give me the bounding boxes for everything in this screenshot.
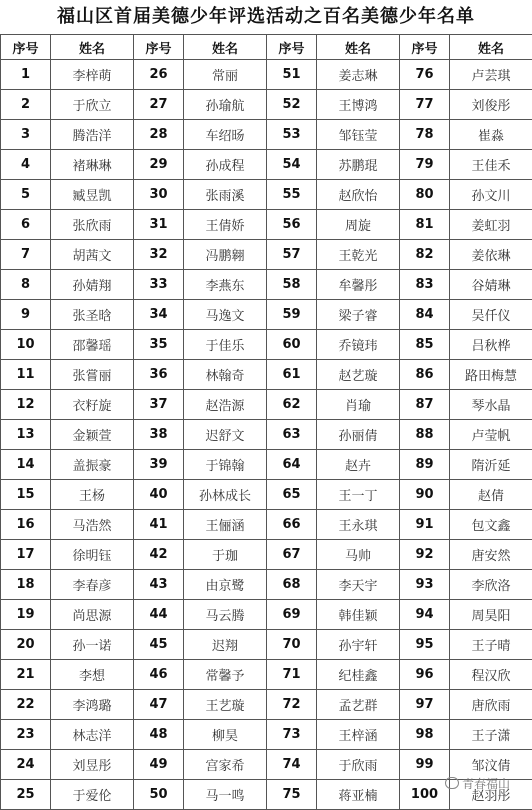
- cell-name: 常馨予: [184, 660, 267, 690]
- cell-name: 包文鑫: [450, 510, 532, 540]
- cell-name: 于佳乐: [184, 330, 267, 360]
- cell-name: 李天宇: [317, 570, 400, 600]
- cell-name: 苏鹏琨: [317, 150, 400, 180]
- cell-number: 84: [400, 300, 450, 330]
- cell-number: 73: [267, 720, 317, 750]
- header-cell-name: 姓名: [51, 35, 134, 60]
- cell-number: 31: [134, 210, 184, 240]
- cell-number: 18: [1, 570, 51, 600]
- cell-number: 33: [134, 270, 184, 300]
- cell-number: 67: [267, 540, 317, 570]
- cell-number: 34: [134, 300, 184, 330]
- cell-name: 琴水晶: [450, 390, 532, 420]
- cell-name: 马一鸣: [184, 780, 267, 810]
- cell-name: 肖瑜: [317, 390, 400, 420]
- cell-name: 冯鹏翱: [184, 240, 267, 270]
- cell-name: 王子潇: [450, 720, 532, 750]
- cell-number: 94: [400, 600, 450, 630]
- cell-number: 83: [400, 270, 450, 300]
- cell-name: 王杨: [51, 480, 134, 510]
- cell-name: 隋沂延: [450, 450, 532, 480]
- cell-name: 马云腾: [184, 600, 267, 630]
- cell-name: 林志洋: [51, 720, 134, 750]
- header-cell-name: 姓名: [317, 35, 400, 60]
- cell-name: 赵艺璇: [317, 360, 400, 390]
- cell-number: 7: [1, 240, 51, 270]
- table-row: [1, 150, 532, 180]
- cell-number: 92: [400, 540, 450, 570]
- cell-name: 张雨溪: [184, 180, 267, 210]
- cell-number: 66: [267, 510, 317, 540]
- watermark: [445, 775, 510, 792]
- cell-number: 35: [134, 330, 184, 360]
- header-cell-name: 姓名: [184, 35, 267, 60]
- cell-number: 63: [267, 420, 317, 450]
- cell-number: 32: [134, 240, 184, 270]
- cell-name: 唐欣雨: [450, 690, 532, 720]
- cell-name: 孙文川: [450, 180, 532, 210]
- cell-number: 25: [1, 780, 51, 810]
- cell-number: 39: [134, 450, 184, 480]
- cell-name: 姜志琳: [317, 60, 400, 90]
- table-body: [1, 60, 532, 810]
- cell-name: 李欣洛: [450, 570, 532, 600]
- cell-name: 柳昊: [184, 720, 267, 750]
- cell-number: 37: [134, 390, 184, 420]
- cell-name: 孟艺群: [317, 690, 400, 720]
- cell-name: 路田梅慧: [450, 360, 532, 390]
- header-cell-number: 序号: [134, 35, 184, 60]
- cell-number: 69: [267, 600, 317, 630]
- cell-number: 60: [267, 330, 317, 360]
- cell-number: 38: [134, 420, 184, 450]
- page-title: 福山区首届美德少年评选活动之百名美德少年名单: [0, 0, 532, 34]
- cell-number: 24: [1, 750, 51, 780]
- cell-name: 赵卉: [317, 450, 400, 480]
- cell-name: 迟翔: [184, 630, 267, 660]
- cell-name: 蒋亚楠: [317, 780, 400, 810]
- cell-number: 21: [1, 660, 51, 690]
- header-cell-number: 序号: [1, 35, 51, 60]
- table-row: [1, 600, 532, 630]
- cell-name: 臧昱凯: [51, 180, 134, 210]
- cell-name: 王梓涵: [317, 720, 400, 750]
- cell-name: 赵浩源: [184, 390, 267, 420]
- cell-name: 于锦翰: [184, 450, 267, 480]
- cell-name: 赵羽彤: [450, 780, 532, 810]
- wechat-logo-icon: [445, 777, 459, 789]
- cell-number: 1: [1, 60, 51, 90]
- cell-name: 谷婧琳: [450, 270, 532, 300]
- cell-name: 宫家希: [184, 750, 267, 780]
- header-row: [1, 35, 532, 60]
- cell-name: 孙婧翔: [51, 270, 134, 300]
- cell-name: 胡茜文: [51, 240, 134, 270]
- cell-name: 盖振豪: [51, 450, 134, 480]
- table-row: [1, 480, 532, 510]
- cell-name: 由京鹭: [184, 570, 267, 600]
- honoree-table: [0, 34, 532, 810]
- header-cell-name: 姓名: [450, 35, 532, 60]
- cell-name: 卢莹帆: [450, 420, 532, 450]
- cell-name: 王倩娇: [184, 210, 267, 240]
- cell-number: 99: [400, 750, 450, 780]
- cell-number: 51: [267, 60, 317, 90]
- cell-number: 6: [1, 210, 51, 240]
- cell-name: 于欣雨: [317, 750, 400, 780]
- cell-name: 张嘗丽: [51, 360, 134, 390]
- watermark-text: 青春福山: [462, 777, 510, 791]
- table-row: [1, 300, 532, 330]
- table-row: [1, 90, 532, 120]
- cell-name: 王子晴: [450, 630, 532, 660]
- cell-number: 47: [134, 690, 184, 720]
- table-row: [1, 720, 532, 750]
- cell-name: 常丽: [184, 60, 267, 90]
- cell-name: 吕秋桦: [450, 330, 532, 360]
- cell-number: 61: [267, 360, 317, 390]
- table-row: [1, 540, 532, 570]
- cell-number: 26: [134, 60, 184, 90]
- cell-number: 98: [400, 720, 450, 750]
- cell-number: 17: [1, 540, 51, 570]
- cell-name: 马浩然: [51, 510, 134, 540]
- cell-number: 45: [134, 630, 184, 660]
- cell-name: 孙瑜航: [184, 90, 267, 120]
- cell-name: 李燕东: [184, 270, 267, 300]
- cell-number: 80: [400, 180, 450, 210]
- cell-number: 81: [400, 210, 450, 240]
- cell-number: 90: [400, 480, 450, 510]
- cell-name: 于珈: [184, 540, 267, 570]
- cell-number: 8: [1, 270, 51, 300]
- cell-number: 3: [1, 120, 51, 150]
- cell-name: 邵馨瑶: [51, 330, 134, 360]
- cell-number: 40: [134, 480, 184, 510]
- cell-number: 4: [1, 150, 51, 180]
- cell-number: 76: [400, 60, 450, 90]
- cell-name: 崔淼: [450, 120, 532, 150]
- table-row: [1, 270, 532, 300]
- cell-number: 50: [134, 780, 184, 810]
- cell-name: 韩佳颖: [317, 600, 400, 630]
- cell-name: 张欣雨: [51, 210, 134, 240]
- cell-name: 王乾光: [317, 240, 400, 270]
- cell-number: 16: [1, 510, 51, 540]
- cell-name: 王佳禾: [450, 150, 532, 180]
- cell-number: 79: [400, 150, 450, 180]
- cell-number: 36: [134, 360, 184, 390]
- cell-number: 19: [1, 600, 51, 630]
- cell-number: 89: [400, 450, 450, 480]
- cell-number: 100: [400, 780, 450, 810]
- cell-name: 马逸文: [184, 300, 267, 330]
- cell-name: 王永琪: [317, 510, 400, 540]
- cell-number: 65: [267, 480, 317, 510]
- table-row: [1, 240, 532, 270]
- table-row: [1, 360, 532, 390]
- cell-number: 42: [134, 540, 184, 570]
- cell-name: 徐明钰: [51, 540, 134, 570]
- cell-name: 孙丽倩: [317, 420, 400, 450]
- cell-number: 9: [1, 300, 51, 330]
- cell-number: 11: [1, 360, 51, 390]
- cell-name: 王艺璇: [184, 690, 267, 720]
- cell-name: 王博鸿: [317, 90, 400, 120]
- cell-number: 53: [267, 120, 317, 150]
- table-row: [1, 660, 532, 690]
- cell-number: 77: [400, 90, 450, 120]
- cell-name: 邹钰莹: [317, 120, 400, 150]
- cell-number: 58: [267, 270, 317, 300]
- cell-number: 22: [1, 690, 51, 720]
- cell-number: 74: [267, 750, 317, 780]
- cell-number: 52: [267, 90, 317, 120]
- cell-number: 57: [267, 240, 317, 270]
- cell-name: 孙林成长: [184, 480, 267, 510]
- cell-name: 周旋: [317, 210, 400, 240]
- cell-name: 赵欣怡: [317, 180, 400, 210]
- table-row: [1, 630, 532, 660]
- cell-name: 腾浩洋: [51, 120, 134, 150]
- cell-name: 邹汶倩: [450, 750, 532, 780]
- cell-number: 82: [400, 240, 450, 270]
- cell-number: 28: [134, 120, 184, 150]
- header-cell-number: 序号: [267, 35, 317, 60]
- cell-number: 59: [267, 300, 317, 330]
- cell-name: 孙宇轩: [317, 630, 400, 660]
- cell-name: 于欣立: [51, 90, 134, 120]
- cell-name: 尚思源: [51, 600, 134, 630]
- table-row: [1, 510, 532, 540]
- header-cell-number: 序号: [400, 35, 450, 60]
- cell-name: 刘俊彤: [450, 90, 532, 120]
- cell-number: 56: [267, 210, 317, 240]
- cell-number: 87: [400, 390, 450, 420]
- cell-number: 85: [400, 330, 450, 360]
- cell-number: 54: [267, 150, 317, 180]
- cell-name: 李想: [51, 660, 134, 690]
- cell-number: 43: [134, 570, 184, 600]
- cell-number: 55: [267, 180, 317, 210]
- cell-name: 衣籽旋: [51, 390, 134, 420]
- cell-name: 赵倩: [450, 480, 532, 510]
- cell-name: 梁子睿: [317, 300, 400, 330]
- cell-number: 29: [134, 150, 184, 180]
- cell-number: 70: [267, 630, 317, 660]
- cell-name: 牟馨彤: [317, 270, 400, 300]
- cell-number: 97: [400, 690, 450, 720]
- cell-number: 15: [1, 480, 51, 510]
- cell-number: 62: [267, 390, 317, 420]
- cell-name: 金颖萱: [51, 420, 134, 450]
- cell-name: 姜虹羽: [450, 210, 532, 240]
- table-row: [1, 210, 532, 240]
- cell-number: 96: [400, 660, 450, 690]
- cell-number: 44: [134, 600, 184, 630]
- table-row: [1, 330, 532, 360]
- cell-name: 孙成程: [184, 150, 267, 180]
- cell-name: 张圣晗: [51, 300, 134, 330]
- cell-number: 75: [267, 780, 317, 810]
- cell-number: 95: [400, 630, 450, 660]
- cell-name: 刘昱彤: [51, 750, 134, 780]
- cell-number: 10: [1, 330, 51, 360]
- cell-number: 5: [1, 180, 51, 210]
- cell-name: 车绍旸: [184, 120, 267, 150]
- cell-number: 46: [134, 660, 184, 690]
- cell-name: 王俪涵: [184, 510, 267, 540]
- cell-number: 49: [134, 750, 184, 780]
- cell-number: 72: [267, 690, 317, 720]
- table-row: [1, 450, 532, 480]
- cell-number: 23: [1, 720, 51, 750]
- cell-number: 78: [400, 120, 450, 150]
- cell-name: 李春彦: [51, 570, 134, 600]
- cell-number: 2: [1, 90, 51, 120]
- cell-number: 13: [1, 420, 51, 450]
- cell-name: 乔镜玮: [317, 330, 400, 360]
- cell-number: 68: [267, 570, 317, 600]
- cell-name: 褚琳琳: [51, 150, 134, 180]
- cell-name: 李梓萌: [51, 60, 134, 90]
- cell-number: 86: [400, 360, 450, 390]
- table-row: [1, 570, 532, 600]
- cell-name: 卢芸琪: [450, 60, 532, 90]
- table-row: [1, 120, 532, 150]
- cell-name: 孙一诺: [51, 630, 134, 660]
- table-row: [1, 420, 532, 450]
- cell-name: 唐安然: [450, 540, 532, 570]
- cell-number: 88: [400, 420, 450, 450]
- cell-name: 纪桂鑫: [317, 660, 400, 690]
- cell-name: 周昊阳: [450, 600, 532, 630]
- cell-name: 马帅: [317, 540, 400, 570]
- cell-number: 12: [1, 390, 51, 420]
- cell-name: 王一丁: [317, 480, 400, 510]
- cell-name: 于爱伦: [51, 780, 134, 810]
- cell-number: 71: [267, 660, 317, 690]
- cell-number: 20: [1, 630, 51, 660]
- cell-number: 41: [134, 510, 184, 540]
- table-row: [1, 60, 532, 90]
- cell-name: 程汉欣: [450, 660, 532, 690]
- table-row: [1, 690, 532, 720]
- cell-number: 30: [134, 180, 184, 210]
- cell-name: 姜依琳: [450, 240, 532, 270]
- cell-name: 李鸿璐: [51, 690, 134, 720]
- cell-number: 64: [267, 450, 317, 480]
- cell-name: 迟舒文: [184, 420, 267, 450]
- cell-number: 91: [400, 510, 450, 540]
- cell-number: 93: [400, 570, 450, 600]
- cell-number: 48: [134, 720, 184, 750]
- table-row: [1, 390, 532, 420]
- table-row: [1, 180, 532, 210]
- cell-number: 14: [1, 450, 51, 480]
- cell-name: 林翰奇: [184, 360, 267, 390]
- cell-number: 27: [134, 90, 184, 120]
- cell-name: 吴仟仪: [450, 300, 532, 330]
